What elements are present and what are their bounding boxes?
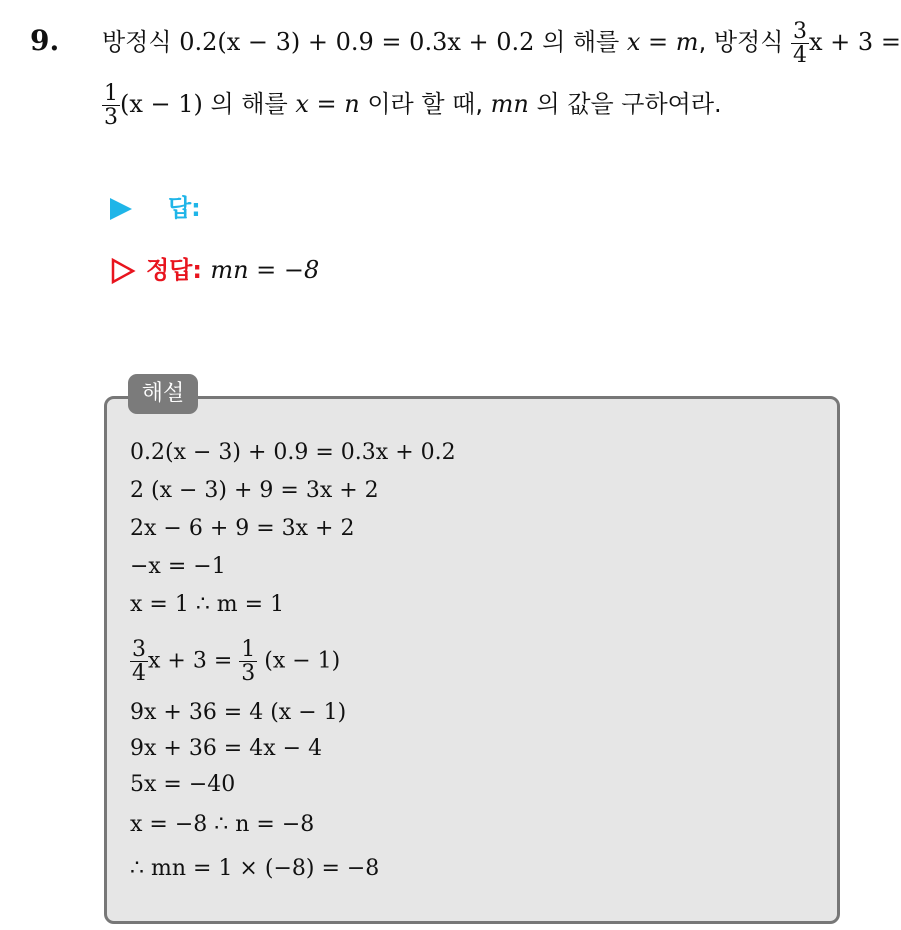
solution-line: 2x − 6 + 9 = 3x + 2	[130, 516, 355, 541]
correct-answer-row	[110, 250, 319, 285]
play-outline-icon	[110, 258, 136, 284]
solution-line-fractions	[130, 638, 340, 685]
text: 의 해를	[542, 28, 620, 57]
solution-line: x = 1 ∴ m = 1	[130, 592, 285, 617]
solution-line: 5x = −40	[130, 772, 236, 797]
fraction-3-4: $\frac{3}{4}$	[793, 19, 808, 69]
text: x + 3 =	[148, 648, 233, 674]
text: (x − 1)	[264, 648, 341, 674]
text: 방정식	[102, 28, 172, 57]
solution-line: 9x + 36 = 4 (x − 1)	[130, 700, 347, 725]
equation-2-rhs: (x − 1)	[120, 90, 203, 119]
text: 이라 할 때,	[367, 90, 483, 119]
equation-1: 0.2(x − 3) + 0.9 = 0.3x + 0.2	[179, 28, 535, 57]
mn: mn	[490, 90, 529, 119]
problem-line-1	[102, 20, 901, 67]
text: 의 해를	[210, 90, 288, 119]
solution-line: ∴ mn = 1 × (−8) = −8	[130, 856, 380, 881]
solution-line: 0.2(x − 3) + 0.9 = 0.3x + 0.2	[130, 440, 456, 465]
solution-line: 9x + 36 = 4x − 4	[130, 736, 323, 761]
fraction-3-4: $\frac{3}{4}$	[132, 637, 146, 687]
equation-2-lhs: x + 3 =	[809, 28, 901, 57]
root-m: x = m	[626, 28, 699, 57]
text: 의 값을 구하여라.	[536, 90, 722, 119]
problem-number: 9.	[30, 24, 60, 57]
correct-answer-label: 정답:	[146, 256, 202, 284]
solution-line: 2 (x − 3) + 9 = 3x + 2	[130, 478, 379, 503]
correct-answer-value: mn = −8	[210, 256, 320, 284]
root-n: x = n	[295, 90, 360, 119]
solution-line: −x = −1	[130, 554, 226, 579]
problem-line-2	[102, 82, 722, 129]
fraction-1-3: $\frac{1}{3}$	[241, 637, 256, 687]
answer-label: 답:	[168, 194, 201, 222]
fraction-1-3: $\frac{1}{3}$	[104, 81, 118, 131]
solution-line: x = −8 ∴ n = −8	[130, 812, 315, 837]
solution-tag: 해설	[128, 374, 198, 414]
text: , 방정식	[698, 28, 784, 57]
play-icon	[110, 198, 132, 220]
answer-row	[110, 188, 201, 223]
